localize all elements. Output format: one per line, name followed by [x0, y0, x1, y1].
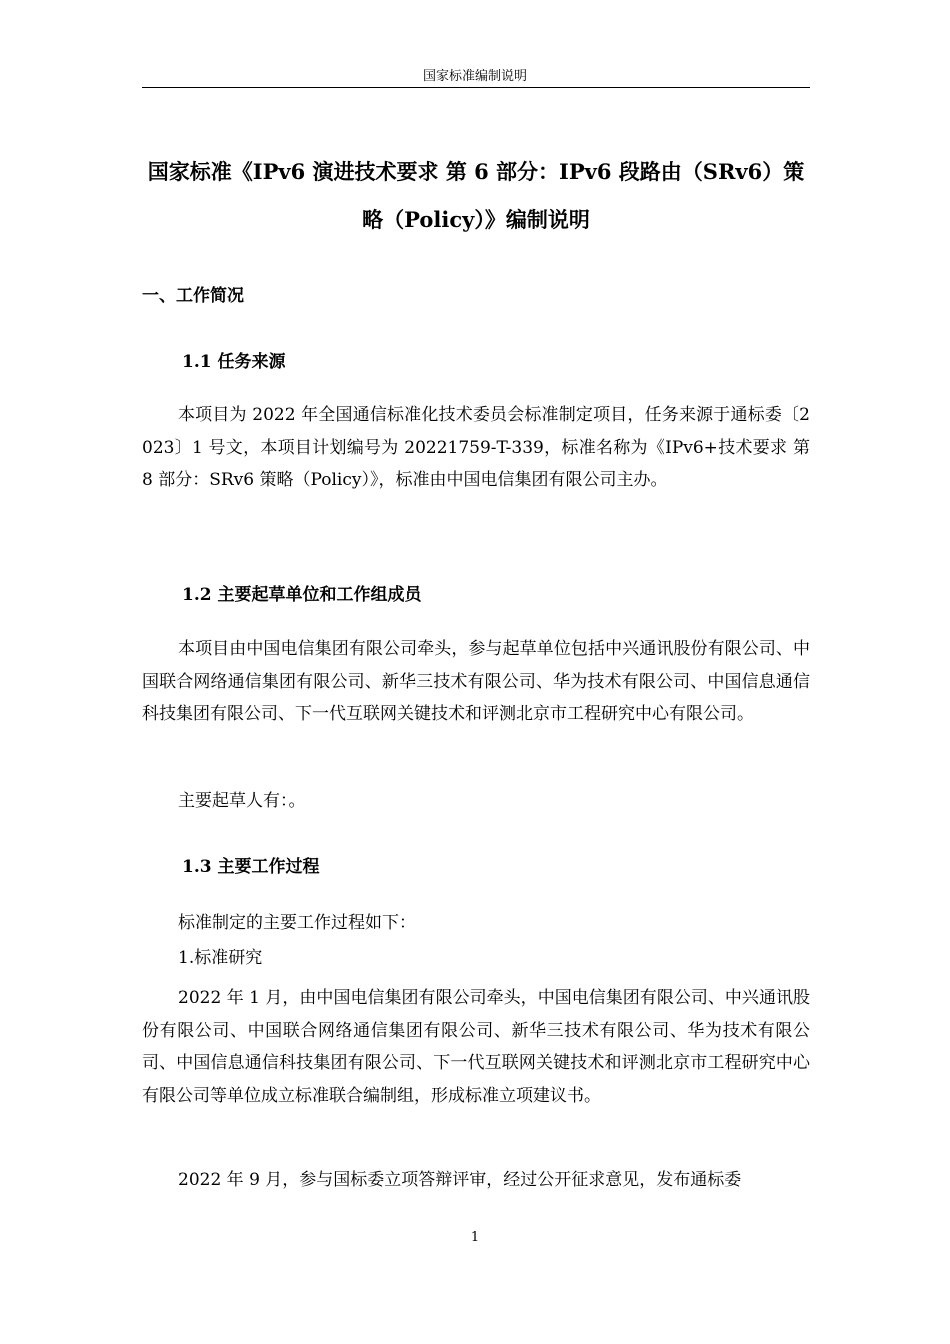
drafters-line: 主要起草人有：。: [178, 791, 306, 811]
subsection-heading-work-process: 1.3 主要工作过程: [182, 857, 320, 877]
running-header: 国家标准编制说明: [422, 69, 527, 84]
step-label-standard-research: 1.标准研究: [178, 948, 263, 968]
subsection-heading-task-source: 1.1 任务来源: [182, 352, 286, 372]
page-number: 1: [470, 1230, 480, 1245]
subsection-heading-drafting-units: 1.2 主要起草单位和工作组成员: [182, 585, 422, 605]
section-heading-work-overview: 一、工作简况: [142, 286, 244, 306]
header-divider: [142, 87, 810, 88]
paragraph-research-2022-sep: 2022 年 9 月，参与国标委立项答辩评审，经过公开征求意见，发布通标委: [178, 1170, 742, 1190]
paragraph-drafting-units: 本项目由中国电信集团有限公司牵头，参与起草单位包括中兴通讯股份有限公司、中国联合网络通信集团有限公司、新华三技术有限公司、华为技术有限公司、中国信息通信科技集团有限公司、下一代互联网关键技术和评测北京市工程研究中心有限公司。: [142, 639, 810, 724]
paragraph-research-2022-jan: 2022 年 1 月，由中国电信集团有限公司牵头，中国电信集团有限公司、中兴通讯股份有限公司、中国联合网络通信集团有限公司、新华三技术有限公司、华为技术有限公司、中国信息通信科技集团有限公司、下一代互联网关键技术和评测北京市工程研究中心有限公司等单位成立标准联合编制组，形成标准立项建议书。: [142, 988, 810, 1106]
work-process-intro: 标准制定的主要工作过程如下：: [178, 913, 416, 933]
paragraph-task-source: 本项目为 2022 年全国通信标准化技术委员会标准制定项目，任务来源于通标委〔2023〕1 号文，本项目计划编号为 20221759-T-339，标准名称为《IPv6+技术要求 第 8 部分：SRv6 策略（Policy）》，标准由中国电信集团有限公司主办。: [142, 405, 810, 490]
document-title: 国家标准《IPv6 演进技术要求 第 6 部分：IPv6 段路由（SRv6）策略（Policy）》编制说明: [147, 159, 805, 232]
